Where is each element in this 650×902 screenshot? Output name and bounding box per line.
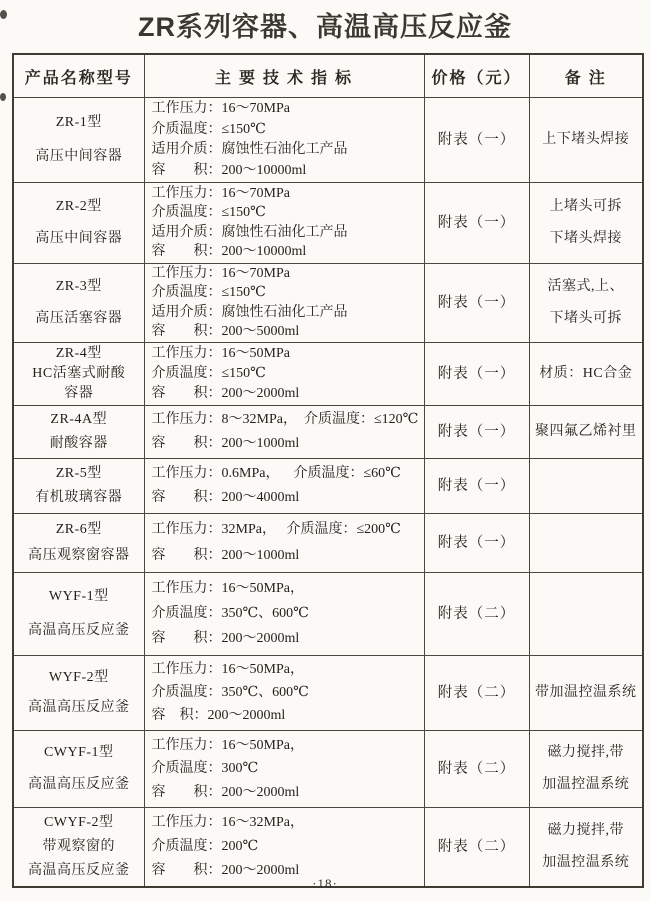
page-title: ZR系列容器、高温高压反应釜 [138, 12, 512, 42]
cell-line: 聚四氟乙烯衬里 [535, 424, 637, 439]
cell-line: 工作压力：16～50MPa [151, 346, 290, 361]
cell-line: 工作压力：16～50MPa， [151, 662, 304, 677]
cell-line: 工作压力：16～70MPa [151, 266, 290, 282]
cell-line: 高压活塞容器 [35, 311, 123, 326]
table-row [13, 183, 643, 264]
cell-line: 容 积：200～4000ml [151, 490, 300, 505]
cell-line: 附表（一） [437, 535, 516, 551]
cell-line: 介质温度：350℃、600℃ [151, 685, 309, 700]
cell-line: 高压中间容器 [35, 231, 123, 247]
cell-line: 附表（二） [437, 761, 516, 777]
column-header-price: 价格（元） [424, 54, 529, 98]
cell-line: 耐酸容器 [49, 435, 108, 451]
model-cell [13, 183, 144, 264]
cell-line: 高温高压反应釜 [28, 863, 130, 878]
cell-line: 工作压力：16～50MPa， [151, 581, 304, 596]
cell-line: 高温高压反应釜 [28, 622, 130, 638]
cell-line: ZR-1型 [55, 115, 102, 130]
price-cell [424, 343, 529, 406]
cell-line: 工作压力：32MPa， 介质温度：≤200℃ [151, 522, 401, 538]
cell-line: ZR-4A型 [50, 412, 108, 428]
cell-line: 高温高压反应釜 [28, 776, 130, 792]
remark-cell [529, 264, 643, 343]
cell-line: 适用介质：腐蚀性石油化工产品 [151, 224, 348, 240]
model-cell [13, 573, 144, 656]
price-cell [424, 98, 529, 183]
cell-line: 介质温度：350℃、600℃ [151, 606, 309, 621]
cell-line: 容 积：200～5000ml [151, 323, 300, 339]
model-cell [13, 406, 144, 459]
specs-cell [144, 731, 424, 808]
model-cell [13, 343, 144, 406]
cell-line: 容 积：200～1000ml [151, 547, 300, 563]
cell-line: 带加温控温系统 [535, 685, 637, 700]
table-row [13, 343, 643, 406]
cell-line: 高压观察窗容器 [28, 547, 130, 563]
cell-line: 容 积：200～2000ml [151, 784, 300, 800]
cell-line: 附表（一） [437, 424, 516, 440]
cell-line: 介质温度：≤150℃ [151, 205, 266, 221]
cell-line: 磁力搅拌,带 [547, 745, 624, 761]
cell-line: 附表（一） [437, 132, 516, 148]
cell-line: 附表（二） [437, 685, 516, 701]
cell-line: 介质温度：≤150℃ [151, 121, 266, 137]
model-cell [13, 656, 144, 731]
remark-cell [529, 406, 643, 459]
specs-cell [144, 98, 424, 183]
product-spec-table [12, 53, 644, 888]
specs-cell [144, 343, 424, 406]
cell-line: WYF-2型 [48, 669, 109, 685]
cell-line: 有机玻璃容器 [35, 490, 123, 505]
model-cell [13, 98, 144, 183]
cell-line: 容 积：200～10000ml [151, 244, 307, 260]
cell-line: 下堵头焊接 [549, 231, 622, 247]
model-cell [13, 731, 144, 808]
cell-line: 附表（一） [437, 366, 516, 382]
table-row [13, 656, 643, 731]
price-cell [424, 656, 529, 731]
cell-line: 附表（一） [437, 215, 516, 231]
cell-line: 工作压力：16～32MPa， [151, 815, 304, 830]
column-header-model: 产品名称型号 [13, 54, 144, 98]
price-cell [424, 406, 529, 459]
page-number: ·18· [312, 876, 338, 891]
cell-line: 附表（一） [437, 478, 516, 494]
cell-line: 高压中间容器 [35, 149, 123, 164]
specs-cell [144, 656, 424, 731]
cell-line: WYF-1型 [48, 589, 109, 605]
table-header-row [13, 54, 643, 98]
cell-line: CWYF-2型 [43, 815, 114, 830]
specs-cell [144, 183, 424, 264]
cell-line: 高温高压反应釜 [28, 700, 130, 716]
table-row [13, 264, 643, 343]
cell-line: 适用介质：腐蚀性石油化工产品 [151, 304, 348, 320]
cell-line: 上堵头可拆 [549, 198, 622, 214]
cell-line: 工作压力：16～70MPa [151, 101, 290, 117]
table-row [13, 573, 643, 656]
cell-line: 介质温度：≤150℃ [151, 366, 266, 381]
remark-cell [529, 731, 643, 808]
scan-artifact [0, 93, 6, 101]
table-row [13, 406, 643, 459]
remark-cell [529, 98, 643, 183]
table-row [13, 731, 643, 808]
cell-line: 工作压力：0.6MPa， 介质温度：≤60℃ [151, 466, 401, 481]
price-cell [424, 183, 529, 264]
cell-line: ZR-4型 [55, 346, 102, 361]
cell-line: 介质温度：200℃ [151, 839, 259, 854]
specs-cell [144, 573, 424, 656]
cell-line: 容 积：200～1000ml [151, 435, 300, 451]
cell-line: 容器 [64, 386, 94, 401]
remark-cell [529, 656, 643, 731]
cell-line: 容 积：200～2000ml [151, 386, 300, 401]
model-cell [13, 514, 144, 573]
model-cell [13, 459, 144, 514]
price-cell [424, 459, 529, 514]
specs-cell [144, 514, 424, 573]
remark-cell [529, 343, 643, 406]
cell-line: 工作压力：16～50MPa， [151, 737, 304, 753]
cell-line: 下堵头可拆 [549, 311, 622, 326]
table-body [13, 98, 643, 888]
remark-cell [529, 514, 643, 573]
table-row [13, 98, 643, 183]
cell-line: CWYF-1型 [43, 745, 114, 761]
remark-cell [529, 183, 643, 264]
price-cell [424, 731, 529, 808]
cell-line: 材质：HC合金 [539, 366, 633, 381]
cell-line: 容 积：200～2000ml [151, 863, 300, 878]
cell-line: 附表（一） [437, 295, 516, 311]
price-cell [424, 514, 529, 573]
cell-line: 容 积：200～2000ml [151, 631, 300, 646]
cell-line: 磁力搅拌,带 [547, 823, 624, 838]
specs-cell [144, 264, 424, 343]
cell-line: 容 积：200～2000ml [151, 708, 286, 723]
cell-line: 介质温度：300℃ [151, 761, 259, 776]
cell-line: 适用介质：腐蚀性石油化工产品 [151, 142, 348, 158]
cell-line: 活塞式,上、 [547, 279, 624, 294]
scan-artifact [0, 10, 7, 19]
remark-cell [529, 459, 643, 514]
cell-line: ZR-6型 [55, 522, 102, 538]
price-cell [424, 264, 529, 343]
cell-line: 工作压力：16～70MPa [151, 185, 290, 201]
column-header-remark: 备 注 [529, 54, 643, 98]
cell-line: 附表（二） [437, 839, 516, 855]
cell-line: 带观察窗的 [42, 839, 115, 854]
cell-line: 介质温度：≤150℃ [151, 285, 266, 301]
cell-line: 容 积：200～10000ml [151, 162, 307, 178]
specs-cell [144, 406, 424, 459]
remark-cell [529, 573, 643, 656]
cell-line: 工作压力：8～32MPa， 介质温度：≤120℃ [151, 412, 419, 428]
table-row [13, 514, 643, 573]
table-row [13, 459, 643, 514]
cell-line: 上下堵头焊接 [542, 132, 630, 147]
cell-line: 附表（二） [437, 606, 516, 622]
cell-line: ZR-2型 [55, 198, 102, 214]
column-header-specs: 主 要 技 术 指 标 [144, 54, 424, 98]
cell-line: HC活塞式耐酸 [32, 366, 126, 381]
cell-line: 加温控温系统 [542, 855, 630, 870]
model-cell [13, 264, 144, 343]
cell-line: 加温控温系统 [542, 776, 630, 792]
price-cell [424, 573, 529, 656]
cell-line: ZR-5型 [55, 466, 102, 481]
cell-line: ZR-3型 [55, 279, 102, 294]
specs-cell [144, 459, 424, 514]
